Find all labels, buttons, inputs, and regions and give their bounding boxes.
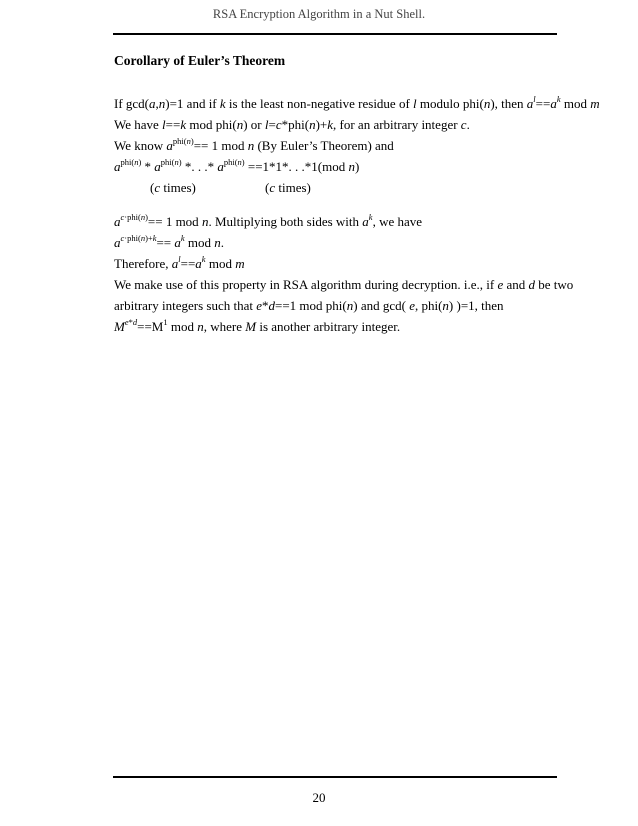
statement-line-8: We make use of this property in RSA algorithm during decryption. i.e., if e and d be two	[114, 277, 574, 292]
statement-line-6: $a^{c\cdot phi(n)+k}== a^k$ mod n.	[114, 233, 225, 250]
section-heading: Corollary of Euler’s Theorem	[114, 53, 286, 68]
statement-line-7: Therefore, $a^l==a^k$ mod m	[114, 254, 245, 271]
statement-line-4: $a^{phi(n)} * a^{phi(n)}$ *. . .* $a^{phi(n)} ==1*1*$. . .*1(mod n)	[114, 157, 360, 174]
statement-line-9: arbitrary integers such that e*d==1 mod phi(n) and gcd( e, phi(n) )=1, then	[114, 298, 504, 313]
statement-line-5: $a^{c\cdot phi(n)}== 1$ mod n. Multiplying both sides with $a^k$, we have	[114, 212, 423, 229]
caption-left: (c times)	[150, 180, 196, 195]
statement-line-2: We have l==k mod phi(n) or l=c*phi(n)+k, for an arbitrary integer c.	[114, 117, 470, 132]
statement-line-1: If gcd(a,n)=1 and if k is the least non-negative residue of l modulo phi(n), then $a^l==a^k$ mod m	[114, 94, 600, 111]
page-number: 20	[312, 790, 326, 805]
page-header: RSA Encryption Algorithm in a Nut Shell.	[212, 7, 426, 21]
statement-line-3: We know $a^{phi(n)}== 1$ mod n (By Euler’s Theorem) and	[114, 136, 394, 153]
caption-right: (c times)	[265, 180, 311, 195]
statement-line-10: $M^{e*d}==M^1$ mod n, where M is another arbitrary integer.	[114, 317, 401, 334]
header-rule	[113, 33, 557, 35]
footer-rule	[113, 776, 557, 778]
